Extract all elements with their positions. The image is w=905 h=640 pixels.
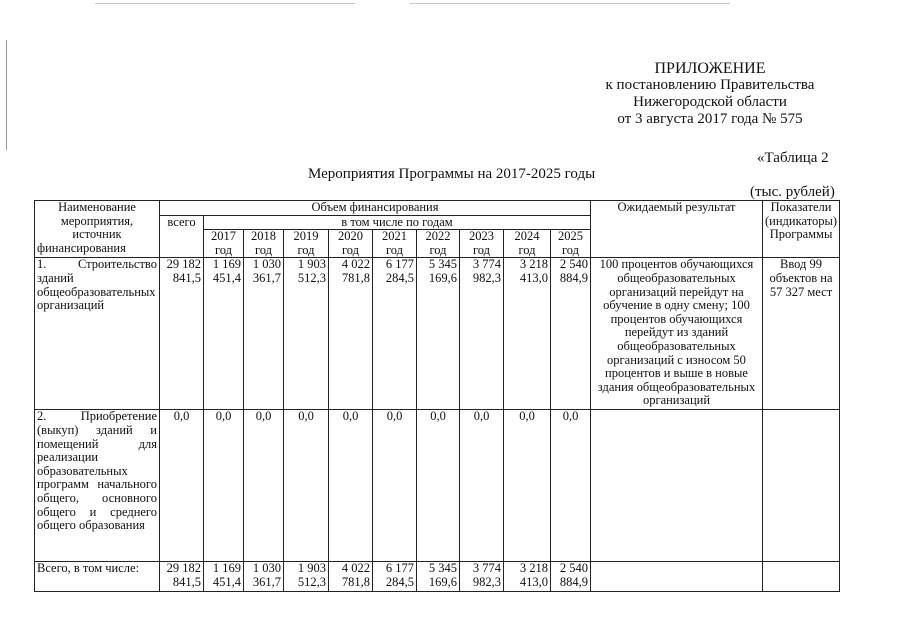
year-value-cell: 3 218 413,0	[504, 258, 551, 410]
units-label: (тыс. рублей)	[750, 184, 835, 200]
year-value-cell: 0,0	[329, 410, 373, 562]
table-total-row	[35, 562, 840, 592]
measure-name-cell: 1. Строительство зданий общеобразовательных организаций	[35, 258, 160, 410]
measure-name-cell: 2. Приобретение (выкуп) зданий и помещений для реализации образовательных программ начального общего, основного общего и среднего общего образования	[35, 410, 160, 562]
year-header-cell: 2020 год	[329, 230, 373, 258]
header-name-cell: Наименование мероприятия, источник финансирования	[35, 201, 160, 258]
year-value-cell: 4 022 781,8	[329, 562, 373, 592]
table-row	[35, 410, 840, 562]
year-value-cell: 4 022 781,8	[329, 258, 373, 410]
expected-result-cell: 100 процентов обучающихся общеобразовательных организаций перейдут на обучение в одну смену; 100 процентов обучающихся перейдут из зданий общеобразовательных организаций с износом 50 процентов и выше в новые здания общеобразовательных организаций	[591, 258, 763, 410]
year-value-cell: 3 218 413,0	[504, 562, 551, 592]
table-header-row	[35, 201, 840, 216]
year-header-cell: 2025 год	[551, 230, 591, 258]
year-value-cell: 1 903 512,3	[284, 258, 329, 410]
header-funding-cell: Объем финансирования	[160, 201, 591, 216]
year-header-cell: 2022 год	[417, 230, 460, 258]
expected-result-cell	[591, 562, 763, 592]
year-value-cell: 6 177 284,5	[373, 258, 417, 410]
year-value-cell: 0,0	[551, 410, 591, 562]
scan-margin-mark	[6, 40, 7, 150]
header-result-cell: Ожидаемый результат	[591, 201, 763, 258]
appendix-line: Нижегородской области	[633, 94, 787, 110]
appendix-line: к постановлению Правительства	[605, 77, 815, 93]
header-total-cell: всего	[160, 215, 204, 258]
table-row	[35, 258, 840, 410]
total-cell: 29 182 841,5	[160, 562, 204, 592]
year-value-cell: 1 030 361,7	[244, 258, 284, 410]
table-label: «Таблица 2	[757, 150, 829, 166]
year-value-cell: 0,0	[417, 410, 460, 562]
year-value-cell: 2 540 884,9	[551, 258, 591, 410]
year-value-cell: 0,0	[204, 410, 244, 562]
measure-name-cell: Всего, в том числе:	[35, 562, 160, 592]
scan-edge-line	[95, 3, 355, 4]
year-value-cell: 0,0	[284, 410, 329, 562]
year-value-cell: 0,0	[504, 410, 551, 562]
year-value-cell: 1 169 451,4	[204, 258, 244, 410]
year-value-cell: 6 177 284,5	[373, 562, 417, 592]
page-title: Мероприятия Программы на 2017-2025 годы	[308, 166, 596, 182]
indicator-cell	[763, 562, 840, 592]
year-value-cell: 2 540 884,9	[551, 562, 591, 592]
indicator-cell	[763, 410, 840, 562]
header-by-years-cell: в том числе по годам	[204, 215, 591, 230]
header-indicators-cell: Показатели (индикаторы) Программы	[763, 201, 840, 258]
total-cell: 29 182 841,5	[160, 258, 204, 410]
year-header-cell: 2023 год	[460, 230, 504, 258]
appendix-line: от 3 августа 2017 года № 575	[617, 111, 803, 127]
year-header-cell: 2021 год	[373, 230, 417, 258]
year-value-cell: 3 774 982,3	[460, 258, 504, 410]
year-header-cell: 2019 год	[284, 230, 329, 258]
year-value-cell: 5 345 169,6	[417, 562, 460, 592]
year-value-cell: 5 345 169,6	[417, 258, 460, 410]
year-header-cell: 2018 год	[244, 230, 284, 258]
year-header-cell: 2017 год	[204, 230, 244, 258]
year-value-cell: 0,0	[373, 410, 417, 562]
year-value-cell: 1 903 512,3	[284, 562, 329, 592]
appendix-header	[560, 60, 860, 128]
year-value-cell: 3 774 982,3	[460, 562, 504, 592]
program-measures-table	[34, 200, 840, 592]
year-value-cell: 0,0	[460, 410, 504, 562]
total-cell: 0,0	[160, 410, 204, 562]
indicator-cell: Ввод 99 объектов на 57 327 мест	[763, 258, 840, 410]
year-value-cell: 0,0	[244, 410, 284, 562]
year-value-cell: 1 030 361,7	[244, 562, 284, 592]
expected-result-cell	[591, 410, 763, 562]
year-value-cell: 1 169 451,4	[204, 562, 244, 592]
year-header-cell: 2024 год	[504, 230, 551, 258]
scan-edge-line	[410, 3, 730, 4]
appendix-title: ПРИЛОЖЕНИЕ	[654, 60, 766, 77]
